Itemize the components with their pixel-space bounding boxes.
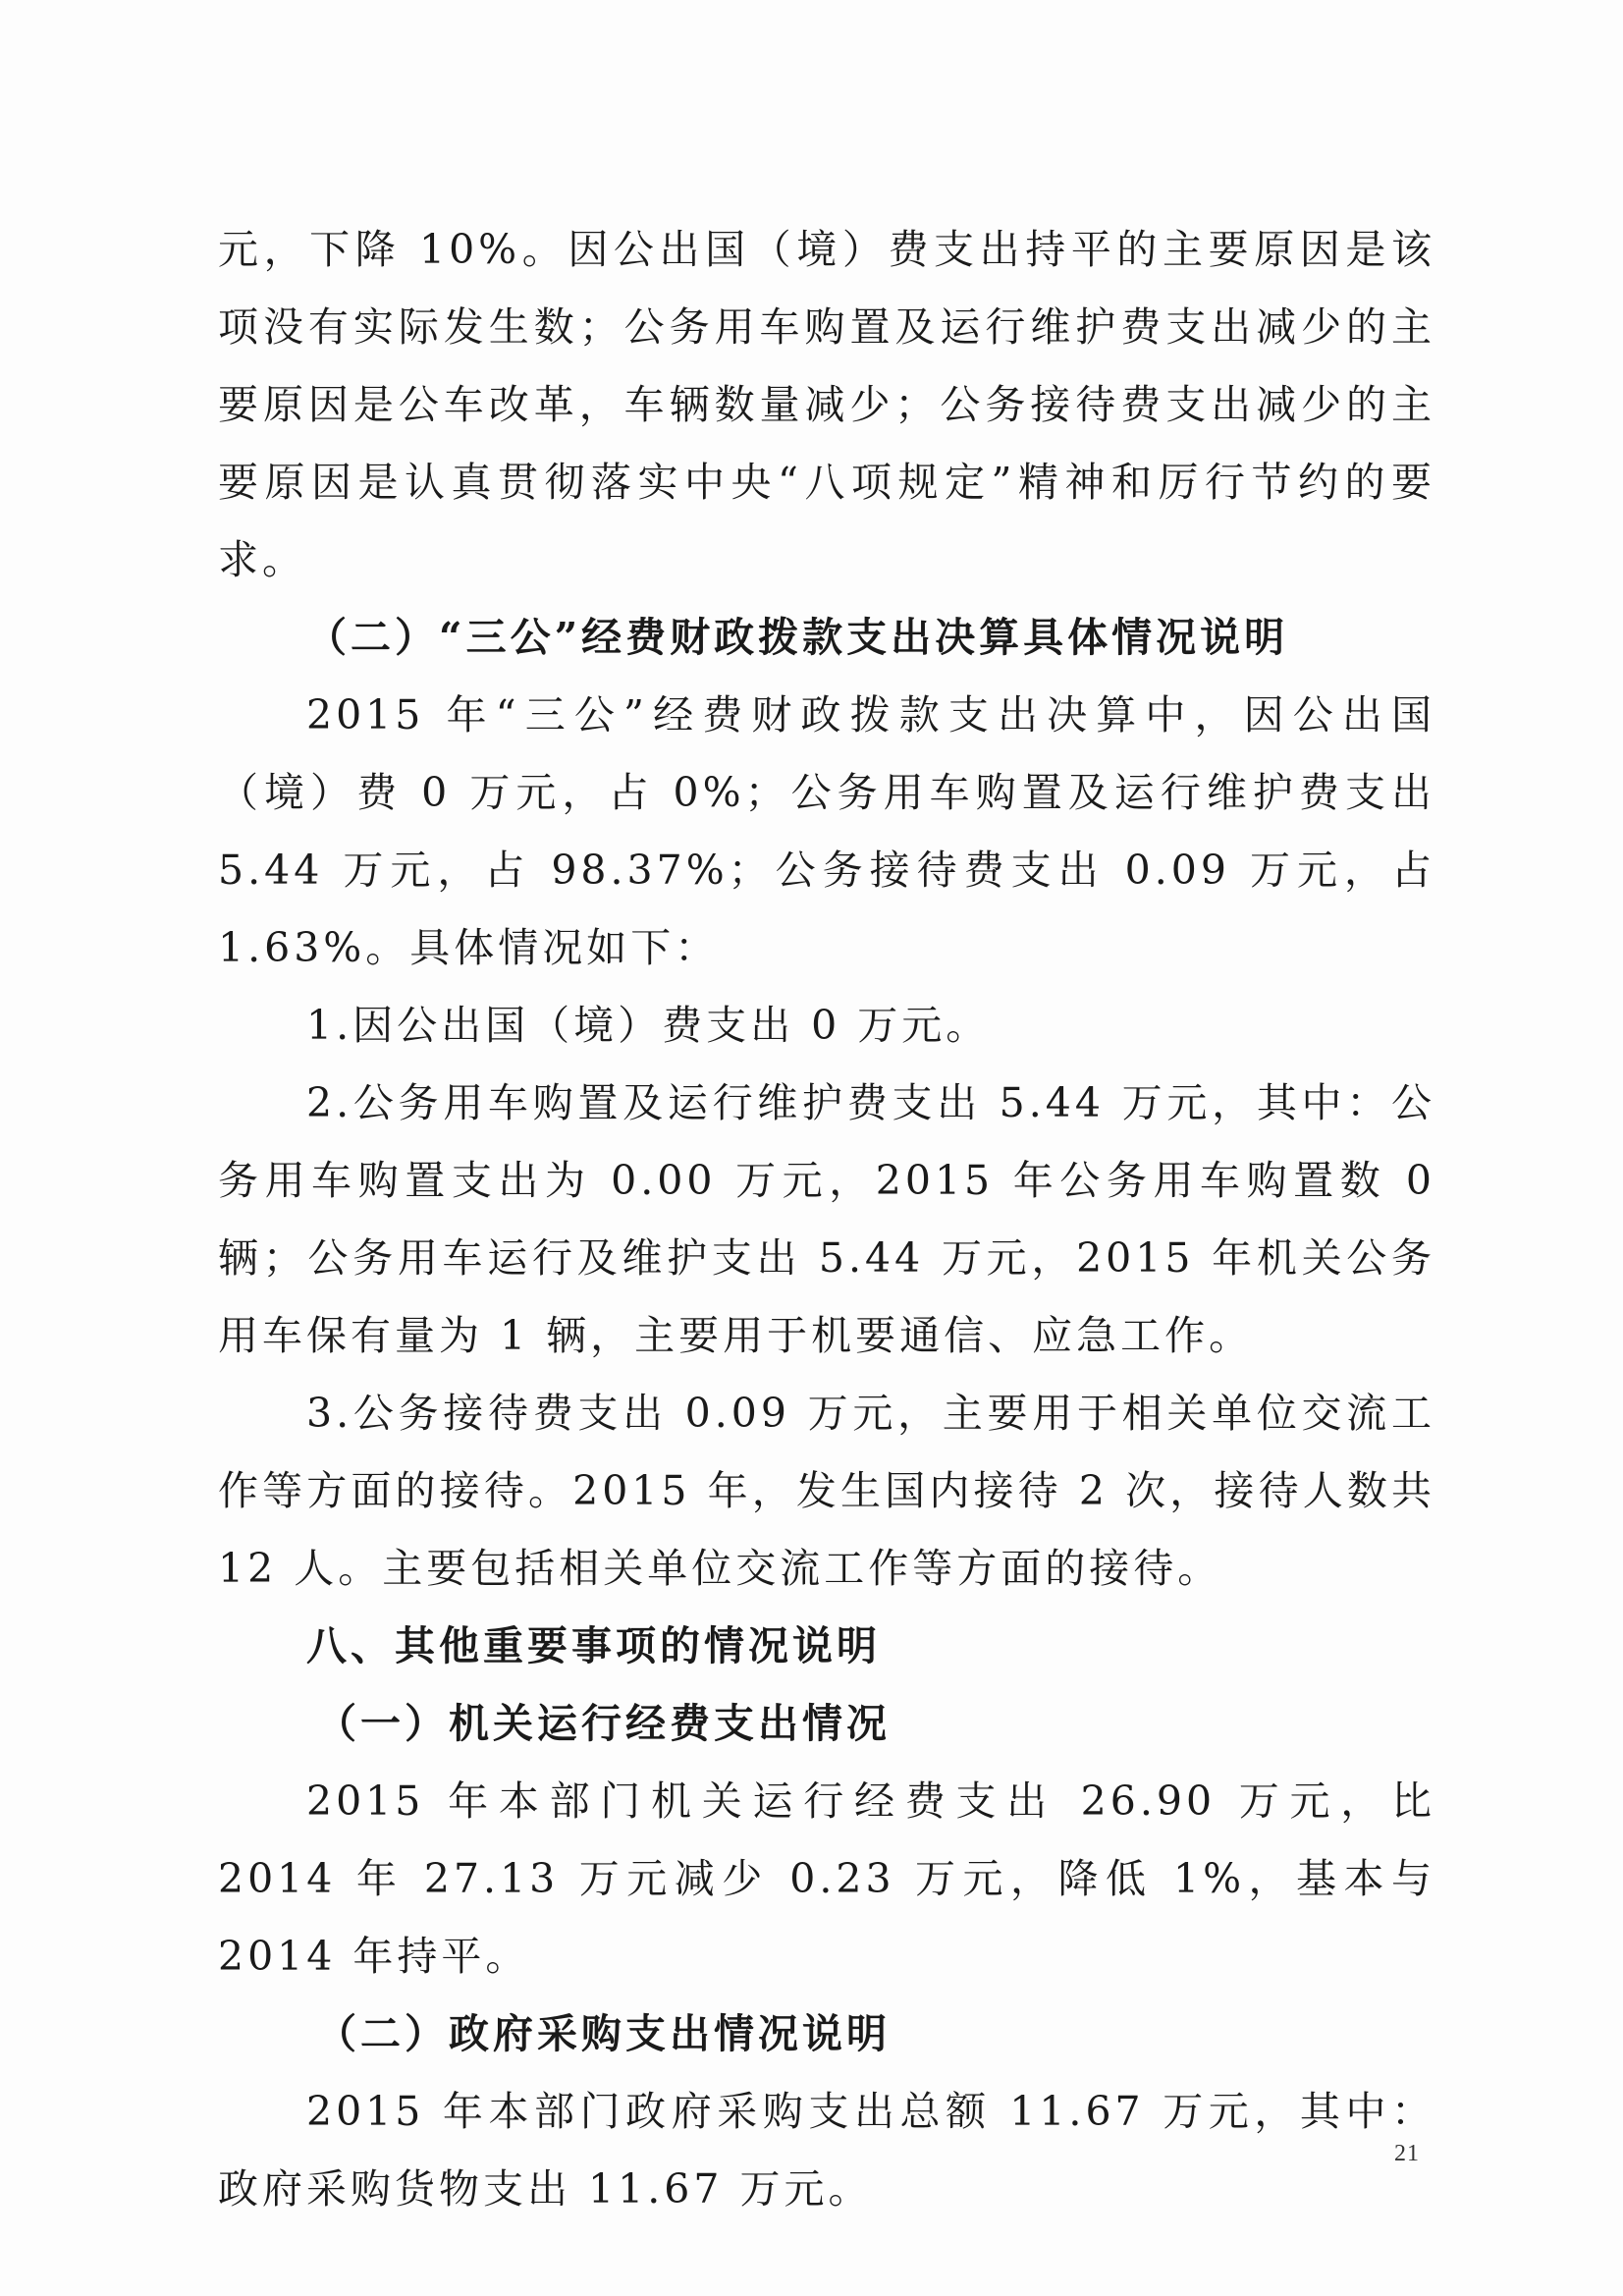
paragraph-operating-expenses: 2015 年本部门机关运行经费支出 26.90 万元，比 2014 年 27.13 万元减少 0.23 万元，降低 1%，基本与 2014 年持平。 — [218, 1777, 1435, 1980]
paragraph-sangong-breakdown: 2015 年“三公”经费财政拨款支出决算中，因公出国（境）费 0 万元，占 0%；公务用车购置及运行维护费支出 5.44 万元，占 98.37%；公务接待费支出 0.09 万元，占 1.63%。具体情况如下： — [218, 691, 1435, 971]
page-number: 21 — [1394, 2141, 1420, 2166]
paragraph-continued-decline-reasons: 元，下降 10%。因公出国（境）费支出持平的主要原因是该项没有实际发生数；公务用车购置及运行维护费支出减少的主要原因是公车改革，车辆数量减少；公务接待费支出减少的主要原因是认真贯彻落实中央“八项规定”精神和厉行节约的要求。 — [218, 226, 1435, 583]
document-body — [218, 211, 1435, 2228]
heading-other-important-matters: 八、其他重要事项的情况说明 — [306, 1622, 881, 1669]
heading-sangong-details: （二）“三公”经费财政拨款支出决算具体情况说明 — [306, 614, 1289, 661]
paragraph-official-reception: 3.公务接待费支出 0.09 万元，主要用于相关单位交流工作等方面的接待。2015 年，发生国内接待 2 次，接待人数共 12 人。主要包括相关单位交流工作等方面的接待。 — [218, 1390, 1435, 1592]
paragraph-overseas-travel: 1.因公出国（境）费支出 0 万元。 — [306, 1002, 991, 1049]
paragraph-government-procurement: 2015 年本部门政府采购支出总额 11.67 万元，其中：政府采购货物支出 11.67 万元。 — [218, 2088, 1435, 2213]
paragraph-official-vehicles: 2.公务用车购置及运行维护费支出 5.44 万元，其中：公务用车购置支出为 0.00 万元，2015 年公务用车购置数 0 辆；公务用车运行及维护支出 5.44 万元，2015 年机关公务用车保有量为 1 辆，主要用于机要通信、应急工作。 — [218, 1079, 1435, 1359]
heading-agency-operating-expenses: （一）机关运行经费支出情况 — [316, 1700, 891, 1747]
heading-government-procurement: （二）政府采购支出情况说明 — [316, 2010, 891, 2057]
